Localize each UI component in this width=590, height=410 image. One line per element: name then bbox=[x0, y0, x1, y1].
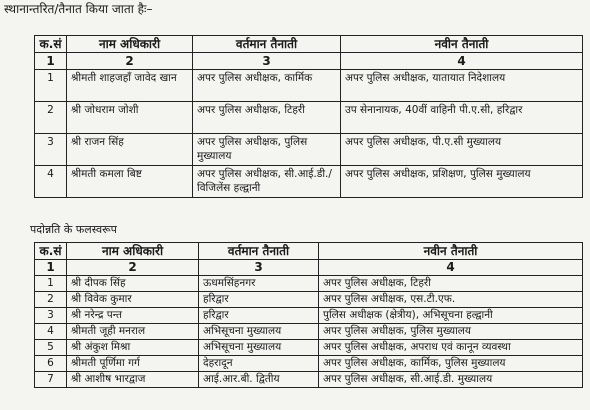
row-serial: 5 bbox=[35, 340, 67, 356]
current-posting: ऊधमसिंहनगर bbox=[199, 276, 319, 292]
officer-name: श्री विवेक कुमार bbox=[67, 292, 199, 308]
column-number: 1 bbox=[35, 260, 67, 276]
new-posting: अपर पुलिस अधीक्षक, अपराध एवं कानून व्यवस्था bbox=[319, 340, 583, 356]
new-posting: अपर पुलिस अधीक्षक, यातायात निदेशालय bbox=[341, 70, 583, 102]
column-number-row bbox=[35, 53, 583, 70]
header-current-posting: वर्तमान तैनाती bbox=[193, 36, 341, 53]
current-posting: अपर पुलिस अधीक्षक, सी.आई.डी./विजिलेंस हल्द्वानी bbox=[193, 166, 341, 198]
officer-name: श्रीमती जूही मनराल bbox=[67, 324, 199, 340]
row-serial: 1 bbox=[35, 276, 67, 292]
table-row bbox=[35, 102, 583, 134]
column-number: 2 bbox=[67, 260, 199, 276]
table-row bbox=[35, 324, 583, 340]
new-posting: उप सेनानायक, 40वीं वाहिनी पी.ए.सी, हरिद्वार bbox=[341, 102, 583, 134]
header-serial: क.सं bbox=[35, 36, 67, 53]
current-posting: अभिसूचना मुख्यालय bbox=[199, 324, 319, 340]
officer-name: श्री जोधराम जोशी bbox=[67, 102, 193, 134]
column-number: 3 bbox=[193, 53, 341, 70]
current-posting: हरिद्वार bbox=[199, 308, 319, 324]
officer-name: श्रीमती शाहजहाँ जावेद खान bbox=[67, 70, 193, 102]
current-posting: अभिसूचना मुख्यालय bbox=[199, 340, 319, 356]
table-row bbox=[35, 134, 583, 166]
column-number: 2 bbox=[67, 53, 193, 70]
table-row bbox=[35, 340, 583, 356]
column-number: 1 bbox=[35, 53, 67, 70]
current-posting: अपर पुलिस अधीक्षक, पुलिस मुख्यालय bbox=[193, 134, 341, 166]
current-posting: अपर पुलिस अधीक्षक, टिहरी bbox=[193, 102, 341, 134]
row-serial: 2 bbox=[35, 292, 67, 308]
intro-text: स्थानान्तरित/तैनात किया जाता हैः– bbox=[4, 2, 153, 16]
officer-name: श्री अंकुश मिश्रा bbox=[67, 340, 199, 356]
officer-name: श्री राजन सिंह bbox=[67, 134, 193, 166]
current-posting: अपर पुलिस अधीक्षक, कार्मिक bbox=[193, 70, 341, 102]
officer-name: श्रीमती पूर्णिमा गर्ग bbox=[67, 356, 199, 372]
row-serial: 4 bbox=[35, 166, 67, 198]
header-new-posting: नवीन तैनाती bbox=[341, 36, 583, 53]
current-posting: देहरादून bbox=[199, 356, 319, 372]
row-serial: 4 bbox=[35, 324, 67, 340]
header-new-posting: नवीन तैनाती bbox=[319, 243, 583, 260]
section-title-promotion: पदोन्नति के फलस्वरूप bbox=[30, 223, 117, 236]
header-current-posting: वर्तमान तैनाती bbox=[199, 243, 319, 260]
table-row bbox=[35, 308, 583, 324]
column-number: 3 bbox=[199, 260, 319, 276]
row-serial: 6 bbox=[35, 356, 67, 372]
column-number: 4 bbox=[319, 260, 583, 276]
column-number-row bbox=[35, 260, 583, 276]
new-posting: अपर पुलिस अधीक्षक, एस.टी.एफ. bbox=[319, 292, 583, 308]
officer-name: श्रीमती कमला बिष्ट bbox=[67, 166, 193, 198]
table-row bbox=[35, 356, 583, 372]
header-serial: क.सं bbox=[35, 243, 67, 260]
current-posting: हरिद्वार bbox=[199, 292, 319, 308]
table-header-row bbox=[35, 243, 583, 260]
new-posting: अपर पुलिस अधीक्षक, कार्मिक, पुलिस मुख्यालय bbox=[319, 356, 583, 372]
table-header-row bbox=[35, 36, 583, 53]
row-serial: 3 bbox=[35, 134, 67, 166]
officer-name: श्री नरेन्द्र पन्त bbox=[67, 308, 199, 324]
column-number: 4 bbox=[341, 53, 583, 70]
table-row bbox=[35, 276, 583, 292]
table-row bbox=[35, 292, 583, 308]
new-posting: पुलिस अधीक्षक (क्षेत्रीय), अभिसूचना हल्द्वानी bbox=[319, 308, 583, 324]
new-posting: अपर पुलिस अधीक्षक, पुलिस मुख्यालय bbox=[319, 324, 583, 340]
new-posting: अपर पुलिस अधीक्षक, प्रशिक्षण, पुलिस मुख्यालय bbox=[341, 166, 583, 198]
officer-name: श्री आशीष भारद्वाज bbox=[67, 372, 199, 388]
new-posting: अपर पुलिस अधीक्षक, टिहरी bbox=[319, 276, 583, 292]
row-serial: 2 bbox=[35, 102, 67, 134]
row-serial: 7 bbox=[35, 372, 67, 388]
row-serial: 1 bbox=[35, 70, 67, 102]
new-posting: अपर पुलिस अधीक्षक, पी.ए.सी मुख्यालय bbox=[341, 134, 583, 166]
table-row bbox=[35, 70, 583, 102]
table-row bbox=[35, 372, 583, 388]
current-posting: आई.आर.बी. द्वितीय bbox=[199, 372, 319, 388]
new-posting: अपर पुलिस अधीक्षक, सी.आई.डी. मुख्यालय bbox=[319, 372, 583, 388]
table-row bbox=[35, 166, 583, 198]
header-officer-name: नाम अधिकारी bbox=[67, 36, 193, 53]
row-serial: 3 bbox=[35, 308, 67, 324]
transfer-table bbox=[34, 35, 583, 198]
officer-name: श्री दीपक सिंह bbox=[67, 276, 199, 292]
promotion-table bbox=[34, 242, 583, 388]
header-officer-name: नाम अधिकारी bbox=[67, 243, 199, 260]
